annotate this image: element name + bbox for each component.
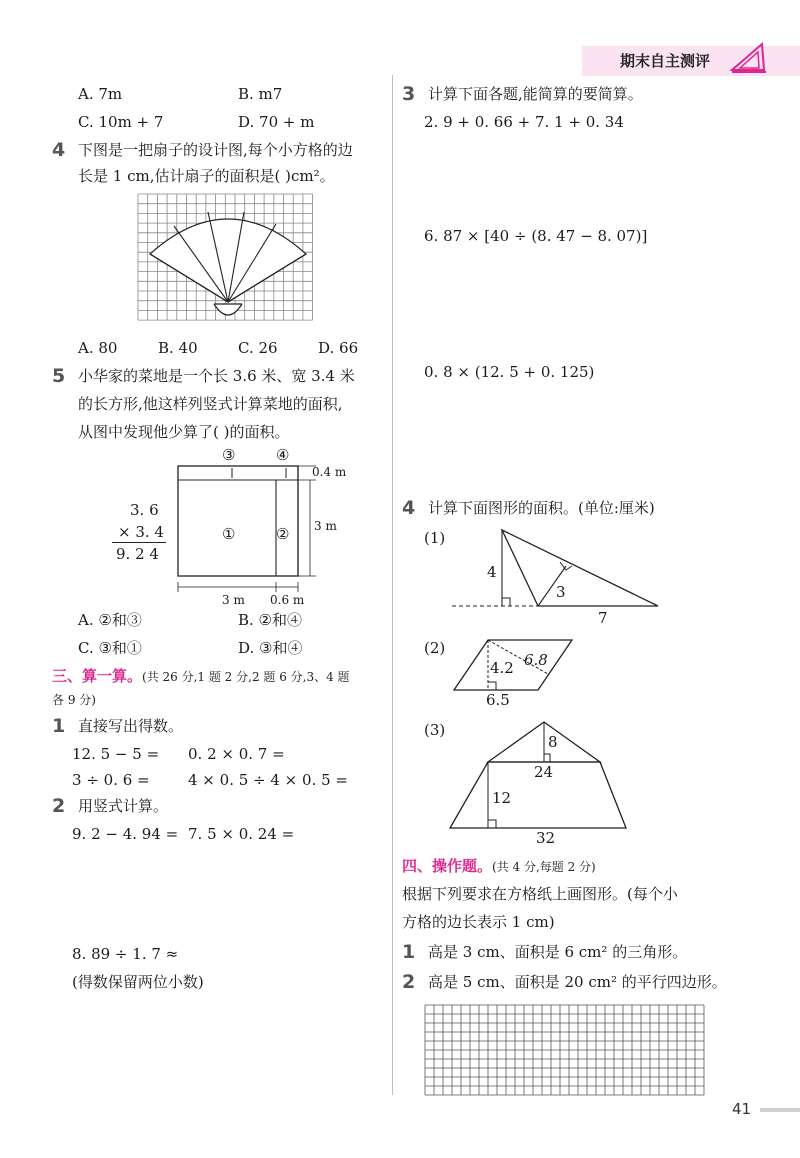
fig2-side: 6.8 — [524, 651, 548, 669]
fig1-triangle — [448, 524, 668, 624]
s3-q2-item-3: 8. 89 ÷ 1. 7 ≈ — [72, 945, 179, 963]
fig3-bottom: 32 — [536, 829, 556, 847]
q5-line3: 从图中发现他少算了( )的面积。 — [78, 423, 290, 441]
q4-option-a: A. 80 — [78, 339, 118, 357]
fig1-label: (1) — [424, 529, 446, 547]
dim-right: 3 m — [314, 519, 337, 533]
section4-title: 四、操作题。 — [402, 857, 493, 875]
q4-line2: 长是 1 cm,估计扇子的面积是( )cm²。 — [78, 167, 335, 185]
q3-option-d: D. 70 + m — [238, 113, 315, 131]
dim-top-right: 0.4 m — [312, 465, 347, 479]
fig2-h: 4.2 — [490, 659, 514, 677]
dim-bottom-left: 3 m — [222, 593, 245, 607]
s3-q2-number: 2 — [52, 795, 66, 817]
section4-intro1: 根据下列要求在方格纸上画图形。(每个小 — [402, 885, 678, 903]
calc-result: 9. 2 4 — [116, 545, 159, 563]
s3-q1-item-1: 12. 5 − 5 = — [72, 745, 160, 763]
fig-label-3: ③ — [222, 446, 236, 464]
r-q3-item-2: 6. 87 × [40 ÷ (8. 47 − 8. 07)] — [424, 227, 648, 245]
fan-grid-figure — [136, 192, 316, 332]
fig2-label: (2) — [424, 639, 446, 657]
q5-number: 5 — [52, 365, 66, 387]
fig1-base: 7 — [598, 609, 608, 627]
q3-option-c: C. 10m + 7 — [78, 113, 164, 131]
q4-number: 4 — [52, 139, 66, 161]
s3-q1-item-4: 4 × 0. 5 ÷ 4 × 0. 5 = — [188, 771, 348, 789]
r-q3-item-1: 2. 9 + 0. 66 + 7. 1 + 0. 34 — [424, 113, 624, 131]
fig-label-1: ① — [222, 525, 236, 543]
q4-option-b: B. 40 — [158, 339, 198, 357]
s3-q2-item-2: 7. 5 × 0. 24 = — [188, 825, 295, 843]
q5-option-d: D. ③和④ — [238, 639, 303, 657]
fig3-top: 24 — [534, 763, 554, 781]
dim-bottom-right: 0.6 m — [270, 593, 305, 607]
s3-q2-note: (得数保留两位小数) — [72, 973, 204, 991]
section4-note: (共 4 分,每题 2 分) — [492, 860, 596, 874]
q4-option-d: D. 66 — [318, 339, 359, 357]
section3-note-line1: (共 26 分,1 题 2 分,2 题 6 分,3、4 题 — [142, 670, 350, 684]
q4-option-c: C. 26 — [238, 339, 278, 357]
q3-option-a: A. 7m — [78, 85, 123, 103]
fig3-tri-h: 8 — [548, 733, 558, 751]
s3-q2-label: 用竖式计算。 — [78, 797, 169, 815]
s3-q1-label: 直接写出得数。 — [78, 717, 184, 735]
q5-option-b: B. ②和④ — [238, 611, 303, 629]
page-bar — [760, 1108, 800, 1112]
fig1-h2: 3 — [556, 583, 566, 601]
s3-q1-item-2: 0. 2 × 0. 7 = — [188, 745, 285, 763]
r-q3-label: 计算下面各题,能简算的要简算。 — [428, 85, 643, 103]
fig2-parallelogram — [448, 636, 588, 696]
fig-label-4: ④ — [276, 446, 290, 464]
s3-q2-item-1: 9. 2 − 4. 94 = — [72, 825, 179, 843]
section3-heading — [52, 666, 350, 687]
r-q4-number: 4 — [402, 497, 416, 519]
section3-note-line2: 各 9 分) — [52, 693, 96, 707]
s4-q1-text: 高是 3 cm、面积是 6 cm² 的三角形。 — [428, 943, 688, 961]
calc-mult: × 3. 4 — [118, 523, 164, 541]
section4-heading — [402, 856, 596, 877]
fig3-trap-h: 12 — [492, 789, 512, 807]
header-title: 期末自主测评 — [620, 52, 711, 70]
drawing-grid[interactable] — [424, 1004, 706, 1100]
section4-intro2: 方格的边长表示 1 cm) — [402, 913, 555, 931]
s3-q1-number: 1 — [52, 715, 66, 737]
s4-q2-number: 2 — [402, 971, 416, 993]
q5-option-c: C. ③和① — [78, 639, 142, 657]
fig2-base: 6.5 — [486, 691, 510, 709]
page-number: 41 — [732, 1100, 752, 1118]
column-divider — [392, 75, 393, 1095]
ruler-icon — [728, 40, 768, 76]
s4-q1-number: 1 — [402, 941, 416, 963]
section3-title: 三、算一算。 — [52, 667, 143, 685]
s3-q1-item-3: 3 ÷ 0. 6 = — [72, 771, 150, 789]
fig-label-2: ② — [276, 525, 290, 543]
q5-line1: 小华家的菜地是一个长 3.6 米、宽 3.4 米 — [78, 367, 355, 385]
q5-option-a: A. ②和③ — [78, 611, 142, 629]
q5-line2: 的长方形,他这样列竖式计算菜地的面积, — [78, 395, 343, 413]
s4-q2-text: 高是 5 cm、面积是 20 cm² 的平行四边形。 — [428, 973, 727, 991]
fig3-label: (3) — [424, 721, 446, 739]
calc-line — [112, 542, 166, 543]
q4-line1: 下图是一把扇子的设计图,每个小方格的边 — [78, 141, 353, 159]
q3-option-b: B. m7 — [238, 85, 283, 103]
r-q3-number: 3 — [402, 83, 416, 105]
calc-top: 3. 6 — [130, 501, 159, 519]
r-q4-label: 计算下面图形的面积。(单位:厘米) — [428, 499, 655, 517]
fig1-h: 4 — [487, 563, 497, 581]
r-q3-item-3: 0. 8 × (12. 5 + 0. 125) — [424, 363, 595, 381]
